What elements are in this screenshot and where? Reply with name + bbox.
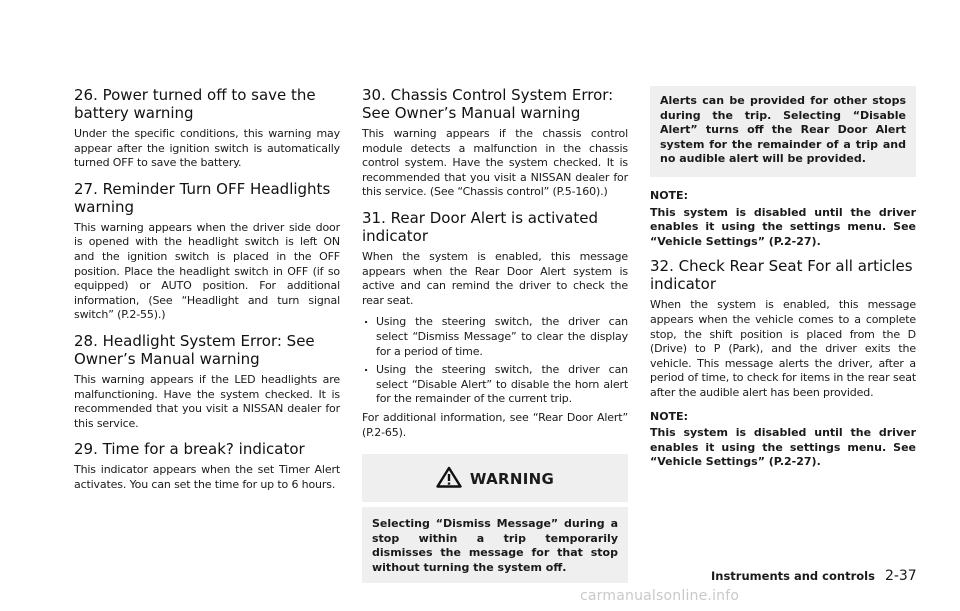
warning-title: WARNING bbox=[469, 470, 555, 489]
section-27 bbox=[74, 180, 340, 323]
section-31-bullets bbox=[362, 315, 628, 407]
page-number: 2-37 bbox=[884, 568, 917, 584]
section-31-heading: 31. Rear Door Alert is activated indicator bbox=[362, 208, 598, 245]
section-31-body: When the system is enabled, this message appears when the Rear Door Alert system is active and can remind the driver to check the rear seat. bbox=[362, 249, 628, 307]
section-30 bbox=[362, 86, 628, 200]
warning-triangle-icon bbox=[436, 466, 462, 492]
column-right bbox=[650, 86, 916, 478]
section-32-body: When the system is enabled, this message appears when the vehicle comes to a complete stop, the shift position is placed from the D (Drive) to P (Park), and the driver exits the vehicle. This message alerts the driver, after a period of time, to check for items in the rear seat after the audible alert has been provided. bbox=[650, 298, 916, 399]
warning-box bbox=[362, 454, 628, 583]
note-text: This system is disabled until the driver enables it using the settings menu. See “Vehicle Settings” (P.2-27). bbox=[650, 426, 916, 469]
section-28-body: This warning appears if the LED headlights are malfunctioning. Have the system checked. It is recommended that you visit a NISSAN dealer for this service. bbox=[74, 372, 340, 430]
page-footer bbox=[711, 568, 917, 584]
warning-header bbox=[362, 464, 628, 507]
continued-warning-text: Alerts can be provided for other stops during the trip. Selecting “Disable Alert” turns off the Rear Door Alert system for the remainder of a trip and no audible alert will be provided. bbox=[660, 94, 906, 166]
section-27-body: This warning appears when the driver side door is opened with the headlight switch is left ON and the ignition switch is placed in the OFF position. Place the headlight switch in OFF (if so equipped) or AUTO position. For additional information, (See “Headlight and turn signal switch” (P.2-55).) bbox=[74, 220, 340, 322]
section-30-body: This warning appears if the chassis control module detects a malfunction in the chassis control system. Have the system checked. It is recommended that you visit a NISSAN dealer for this service. (See “Chassis control” (P.5-160).) bbox=[362, 127, 628, 199]
bullet-item: . Using the steering switch, the driver can select “Dismiss Message” to clear the display for a period of time. bbox=[362, 315, 628, 359]
section-29-body: This indicator appears when the set Timer Alert activates. You can set the time for up to 6 hours. bbox=[74, 463, 340, 491]
section-28-heading: 28. Headlight System Error: See Owner’s Manual warning bbox=[74, 331, 315, 368]
section-26-body: Under the specific conditions, this warning may appear after the ignition switch is automatically turned OFF to save the battery. bbox=[74, 127, 340, 170]
note-text: This system is disabled until the driver enables it using the settings menu. See “Vehicle Settings” (P.2-27). bbox=[650, 205, 916, 248]
note-label: NOTE: bbox=[650, 188, 688, 202]
section-27-heading: 27. Reminder Turn OFF Headlights warning bbox=[74, 179, 331, 216]
section-29 bbox=[74, 440, 340, 492]
warning-body: Selecting “Dismiss Message” during a stop within a trip temporarily dismisses the message for that stop without turning the system off. bbox=[372, 517, 618, 574]
footer-section-title: Instruments and controls bbox=[711, 569, 875, 583]
section-31 bbox=[362, 209, 628, 440]
continued-warning-box bbox=[650, 86, 916, 177]
section-32 bbox=[650, 257, 916, 400]
bullet-item: . Using the steering switch, the driver can select “Disable Alert” to disable the horn alert for the remainder of the current trip. bbox=[362, 363, 628, 407]
watermark: carmanualsonline.info bbox=[580, 588, 740, 604]
section-26 bbox=[74, 86, 340, 171]
section-32-heading: 32. Check Rear Seat For all articles indicator bbox=[650, 257, 913, 294]
column-middle bbox=[362, 86, 628, 583]
section-30-heading: 30. Chassis Control System Error: See Owner’s Manual warning bbox=[362, 86, 614, 122]
note-label: NOTE: bbox=[650, 409, 688, 423]
column-left bbox=[74, 86, 340, 502]
section-31-more-info: For additional information, see “Rear Door Alert” (P.2-65). bbox=[362, 410, 628, 439]
section-28 bbox=[74, 332, 340, 431]
section-26-heading: 26. Power turned off to save the battery warning bbox=[74, 86, 316, 122]
section-29-heading: 29. Time for a break? indicator bbox=[74, 440, 305, 459]
